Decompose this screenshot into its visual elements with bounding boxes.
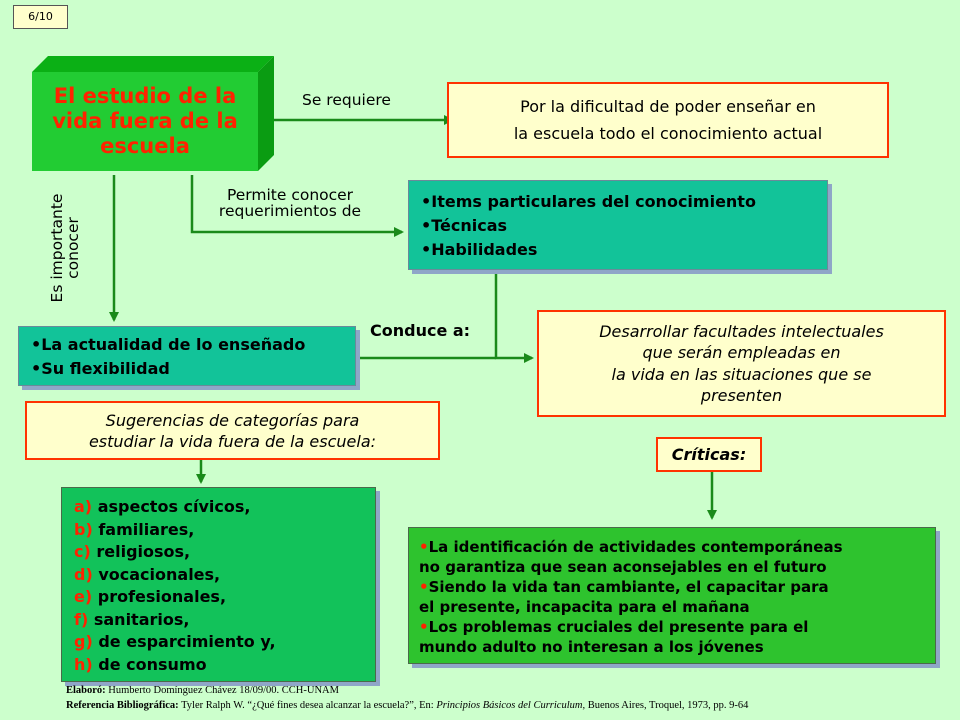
category-item: e) profesionales,: [74, 587, 227, 606]
category-item: f) sanitarios,: [74, 609, 190, 629]
requirement-line2: la escuela todo el conocimiento actual: [513, 124, 823, 143]
es-importante-line1: Es importante: [48, 193, 66, 303]
category-item: a) aspectos cívicos,: [74, 497, 251, 516]
criticas-label: Críticas:: [671, 445, 747, 464]
page-number: 6/10: [13, 5, 68, 29]
items-bullet-1: •Items particulares del conocimiento: [421, 192, 756, 211]
title-text: El estudio de la vida fuera de la escuela: [52, 84, 238, 158]
requirement-line1: Por la dificultad de poder enseñar en: [520, 97, 816, 116]
footer-reference: Referencia Bibliográfica: Tyler Ralph W. “¿Qué fines desea alcanzar la escuela?”, En: Principios Básicos del Curriculum, Buenos Aires, Troquel, 1973, pp. 9-64: [66, 700, 749, 711]
criticas-box: [408, 527, 936, 664]
critica-item: •La identificación de actividades contemporáneas no garantiza que sean aconsejables en el futuro: [419, 538, 843, 576]
conduce-label: Conduce a:: [370, 321, 471, 340]
se-requiere-label: Se requiere: [302, 91, 391, 109]
critica-item: •Siendo la vida tan cambiante, el capacitar para el presente, incapacita para el mañana: [419, 578, 829, 616]
sugerencias-box: [25, 401, 440, 460]
footer: [66, 683, 956, 713]
es-importante-label: [49, 178, 81, 318]
permite-label-line2: requerimientos de: [218, 202, 362, 220]
items-bullet-2: •Técnicas: [421, 216, 508, 235]
footer-elaboro: Elaboró: Humberto Domínguez Chávez 18/09/00. CCH-UNAM: [66, 685, 339, 696]
critica-item: •Los problemas cruciales del presente para el mundo adulto no interesan a los jóvenes: [419, 618, 809, 656]
category-item: g) de esparcimiento y,: [74, 632, 276, 651]
permite-label: [200, 187, 380, 219]
permite-label-line1: Permite conocer: [226, 186, 354, 204]
actualidad-box: [18, 326, 356, 386]
criticas-label-box: [656, 437, 762, 472]
category-item: c) religiosos,: [74, 542, 191, 561]
desarrollar-line3: la vida en las situaciones que se: [611, 364, 872, 384]
actualidad-bullet-1: •La actualidad de lo enseñado: [31, 335, 306, 354]
desarrollar-line4: presenten: [700, 386, 783, 405]
desarrollar-line1: Desarrollar facultades intelectuales: [599, 321, 884, 341]
category-item: h) de consumo: [74, 654, 207, 674]
sugerencias-line2: estudiar la vida fuera de la escuela:: [88, 431, 377, 451]
categories-box: [61, 487, 376, 682]
requirement-box: [447, 82, 889, 158]
desarrollar-box: [537, 310, 946, 417]
category-item: b) familiares,: [74, 519, 195, 539]
arrow-conduce: [496, 273, 532, 358]
title-box-side: [258, 56, 274, 171]
actualidad-bullet-2: •Su flexibilidad: [31, 359, 170, 378]
title-box-top: [32, 56, 274, 72]
category-item: d) vocacionales,: [74, 564, 221, 584]
items-box: [408, 180, 828, 270]
items-bullet-3: •Habilidades: [421, 240, 538, 259]
es-importante-line2: conocer: [64, 217, 82, 279]
sugerencias-line1: Sugerencias de categorías para: [105, 410, 360, 430]
desarrollar-line2: que serán empleadas en: [642, 343, 841, 362]
title-box: [32, 72, 258, 171]
